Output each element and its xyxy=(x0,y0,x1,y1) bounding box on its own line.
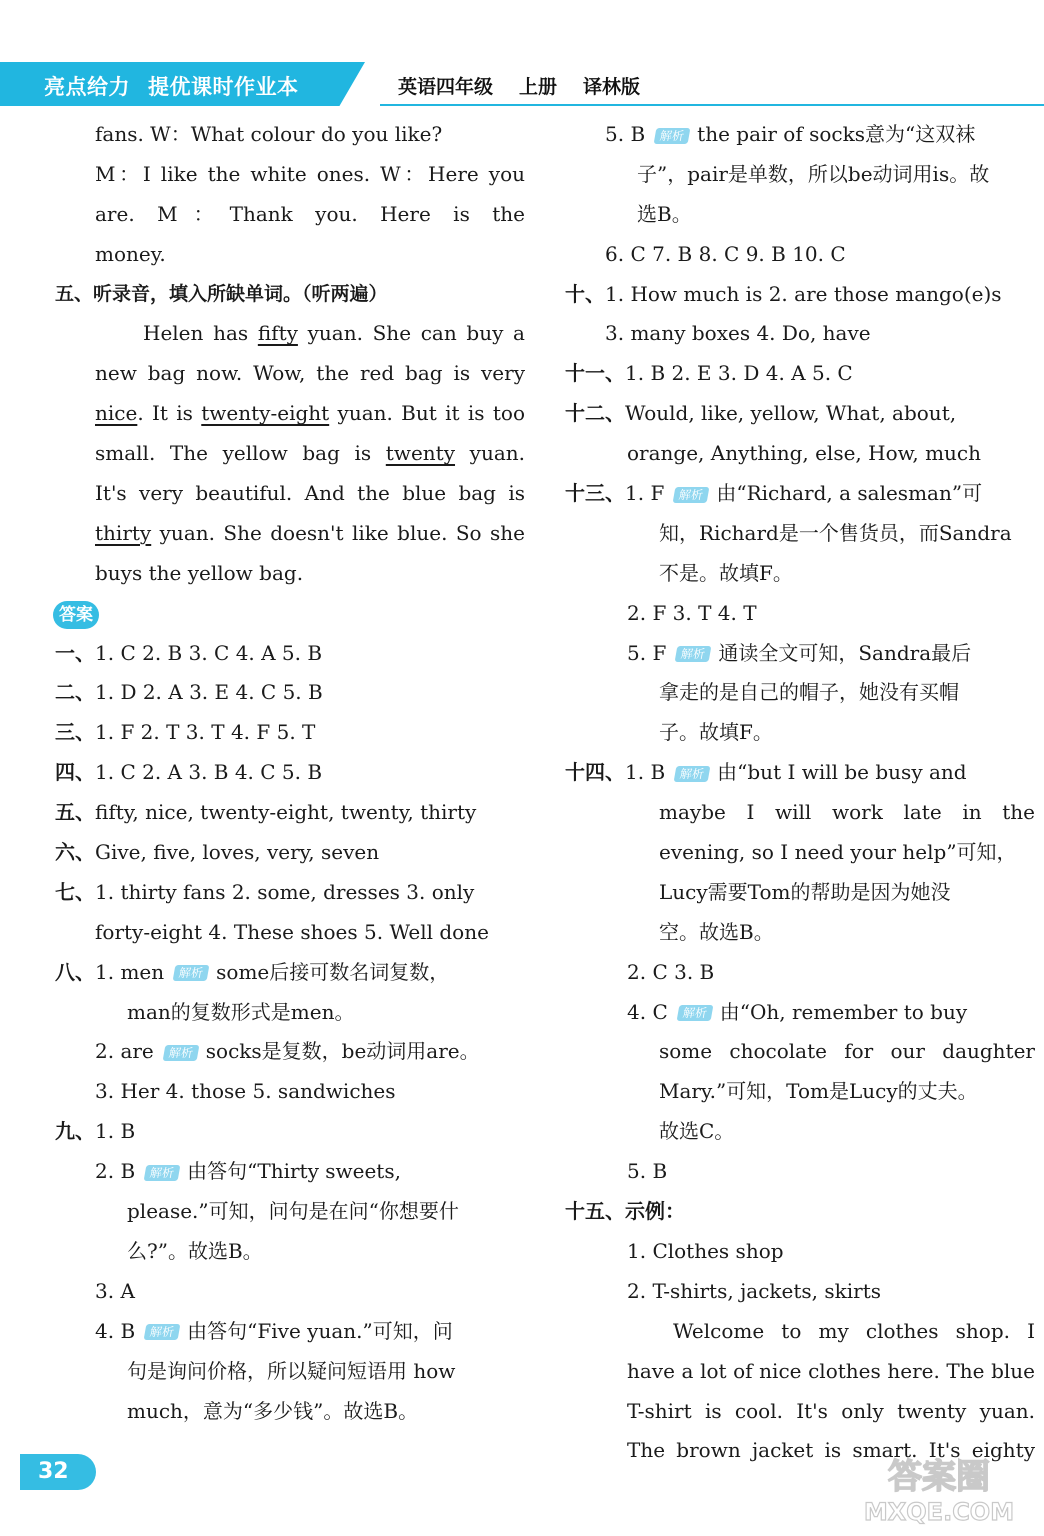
answer-row: 4. C 解析 由“Oh, remember to buy xyxy=(627,999,968,1024)
svg-text:MXQE.COM: MXQE.COM xyxy=(863,1498,1015,1526)
analysis-tag: 解析 xyxy=(654,128,691,144)
answer-heading xyxy=(55,594,525,634)
answer-row: please.”可知，问句是在问“你想要什 xyxy=(127,1199,459,1224)
answer-row: 3. Her 4. those 5. sandwiches xyxy=(95,1079,396,1104)
answer-badge: 答案 xyxy=(53,601,99,629)
answer-row: 知，Richard是一个售货员，而Sandra xyxy=(659,520,1012,545)
answer-row: 2. C 3. B xyxy=(627,959,715,984)
answer-row: man的复数形式是men。 xyxy=(127,999,355,1024)
analysis-tag: 解析 xyxy=(676,1005,713,1021)
answer-row: 选B。 xyxy=(637,201,692,226)
answer-row: 空。故选B。 xyxy=(659,919,774,944)
passage-line: It's very beautiful. And the blue bag is xyxy=(95,481,525,506)
answer-row: 2. B 解析 由答句“Thirty sweets, xyxy=(95,1159,401,1184)
answer-row: orange, Anything, else, How, much xyxy=(627,441,982,466)
answer-row: 三、1. F 2. T 3. T 4. F 5. T xyxy=(55,720,316,745)
filled-blank: fifty xyxy=(257,321,298,346)
answer-row: 十五、示例： xyxy=(565,1199,685,1224)
volume: 上册 xyxy=(519,76,558,98)
answer-row: 么?”。故选B。 xyxy=(127,1238,263,1263)
passage-line: thirty yuan. She doesn't like blue. So she xyxy=(95,520,525,545)
answer-row: much，意为“多少钱”。故选B。 xyxy=(127,1398,419,1423)
answer-row: 十二、Would, like, yellow, What, about, xyxy=(565,401,957,426)
answer-row: 十三、1. F 解析 由“Richard, a salesman”可 xyxy=(565,481,983,506)
answer-row: 五、fifty, nice, twenty-eight, twenty, thirty xyxy=(55,800,477,825)
book-name: 提优课时作业本 xyxy=(148,75,299,99)
answer-row: 十四、1. B 解析 由“but I will be busy and xyxy=(565,760,967,785)
answer-row: 1. Clothes shop xyxy=(627,1238,784,1263)
passage-line: Helen has fifty yuan. She can buy a xyxy=(143,321,525,346)
answer-row: 5. B 解析 the pair of socks意为“这双袜 xyxy=(605,122,976,146)
answer-row: 一、1. C 2. B 3. C 4. A 5. B xyxy=(55,640,323,665)
page-number: 32 xyxy=(20,1454,96,1490)
answer-row: 四、1. C 2. A 3. B 4. C 5. B xyxy=(55,760,323,785)
analysis-tag: 解析 xyxy=(675,646,712,662)
answer-row: Mary.”可知，Tom是Lucy的丈夫。 xyxy=(659,1079,978,1104)
answer-row: 3. A xyxy=(95,1278,135,1303)
passage-line: small. The yellow bag is twenty yuan. xyxy=(95,441,525,466)
filled-blank: nice xyxy=(95,401,138,426)
answer-row: 2. T-shirts, jackets, skirts xyxy=(627,1278,882,1303)
passage-line: buys the yellow bag. xyxy=(95,560,304,585)
answer-row: 3. many boxes 4. Do, have xyxy=(605,321,871,346)
watermark-logo xyxy=(854,1448,1024,1528)
passage-line: nice. It is twenty-eight yuan. But it is too xyxy=(95,401,525,426)
svg-text:答案圈: 答案圈 xyxy=(888,1457,990,1497)
brand-name: 亮点给力 xyxy=(44,75,130,99)
answer-row: 十、1. How much is 2. are those mango(e)s xyxy=(565,281,1002,306)
page-header xyxy=(0,62,1044,106)
header-divider xyxy=(380,104,1044,106)
book-subject xyxy=(398,72,666,99)
answer-row: Lucy需要Tom的帮助是因为她没 xyxy=(659,879,951,904)
answer-row: 5. F 解析 通读全文可知，Sandra最后 xyxy=(627,640,972,665)
answer-row: 八、1. men 解析 some后接可数名词复数， xyxy=(55,959,450,984)
answer-row: 二、1. D 2. A 3. E 4. C 5. B xyxy=(55,680,323,705)
answer-row: 6. C 7. B 8. C 9. B 10. C xyxy=(605,241,846,266)
analysis-tag: 解析 xyxy=(173,965,210,981)
answer-row: maybe I will work late in the xyxy=(659,800,1035,825)
filled-blank: thirty xyxy=(95,520,152,545)
answer-row: 六、Give, five, loves, very, seven xyxy=(55,840,380,865)
filled-blank: twenty xyxy=(385,441,456,466)
answer-row: 七、1. thirty fans 2. some, dresses 3. only xyxy=(55,879,475,904)
essay-line: have a lot of nice clothes here. The blue xyxy=(627,1358,1035,1383)
right-column xyxy=(565,115,1035,1471)
filled-blank: twenty-eight xyxy=(201,401,330,426)
answer-row: some chocolate for our daughter xyxy=(659,1039,1035,1064)
left-column xyxy=(55,115,525,1431)
answer-row: 5. B xyxy=(627,1159,668,1184)
subject-grade: 英语四年级 xyxy=(398,76,494,98)
analysis-tag: 解析 xyxy=(673,487,710,503)
edition: 译林版 xyxy=(583,76,641,98)
series-title xyxy=(44,71,299,101)
answer-row: 子。故填F。 xyxy=(659,720,773,745)
answer-row: 子”，pair是单数，所以be动词用is。故 xyxy=(637,161,990,186)
analysis-tag: 解析 xyxy=(674,766,711,782)
section-title: 五、听录音，填入所缺单词。（听两遍） xyxy=(55,282,388,305)
answer-row: 句是询问价格，所以疑问短语用 how xyxy=(127,1358,456,1383)
essay-line: Welcome to my clothes shop. I xyxy=(673,1318,1035,1343)
text-line: are. M：Thank you. Here is the xyxy=(95,201,525,226)
answer-row: 4. B 解析 由答句“Five yuan.”可知，问 xyxy=(95,1318,453,1343)
answer-row: 2. are 解析 socks是复数，be动词用are。 xyxy=(95,1039,480,1064)
essay-line: T-shirt is cool. It's only twenty yuan. xyxy=(627,1398,1035,1423)
answer-row: forty-eight 4. These shoes 5. Well done xyxy=(95,919,489,944)
essay-line: The brown jacket is smart. It's eighty xyxy=(627,1438,1035,1463)
analysis-tag: 解析 xyxy=(144,1165,181,1181)
answer-row: evening, so I need your help”可知， xyxy=(659,840,1017,865)
answer-row: 故选C。 xyxy=(659,1119,735,1144)
text-line: fans. W：What colour do you like? xyxy=(95,122,443,146)
answer-row: 九、1. B xyxy=(55,1119,136,1144)
passage-line: new bag now. Wow, the red bag is very xyxy=(95,361,525,386)
text-line: M：I like the white ones. W：Here you xyxy=(95,161,525,186)
analysis-tag: 解析 xyxy=(162,1045,199,1061)
analysis-tag: 解析 xyxy=(144,1324,181,1340)
answer-row: 拿走的是自己的帽子，她没有买帽 xyxy=(659,680,959,705)
text-line: money. xyxy=(95,241,166,266)
answer-row: 十一、1. B 2. E 3. D 4. A 5. C xyxy=(565,361,853,386)
answer-row: 不是。故填F。 xyxy=(659,560,793,585)
answer-row: 2. F 3. T 4. T xyxy=(627,600,757,625)
